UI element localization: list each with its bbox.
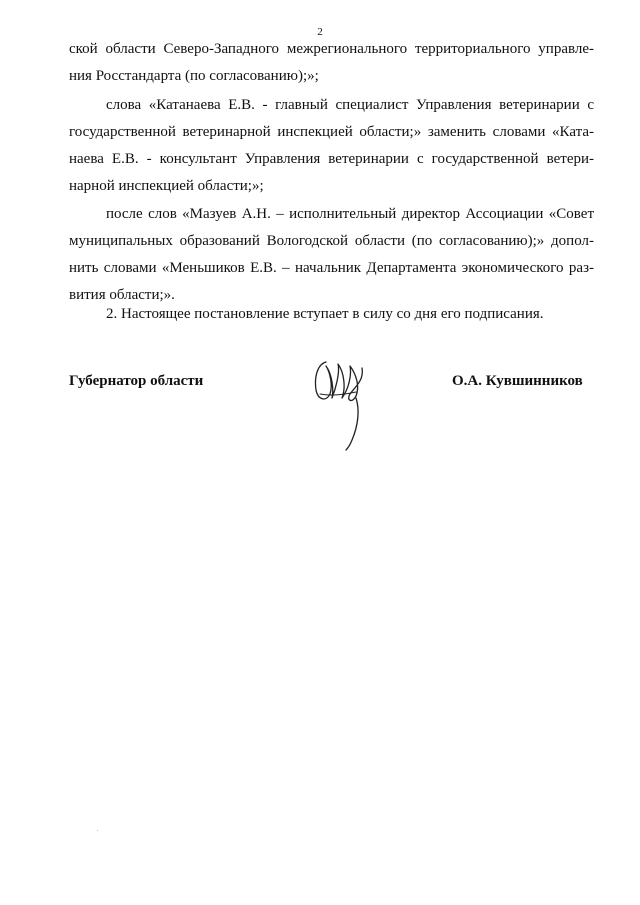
paragraph-line: слова «Катанаева Е.В. - главный специалист Управления ветеринарии с [106, 97, 594, 113]
paragraph-line: наева Е.В. - консультант Управления ветеринарии с государственной ветери- [69, 151, 594, 167]
paragraph-line: ской области Северо-Западного межрегионального территориального управле- [69, 41, 594, 57]
signer-name: О.А. Кувшинников [452, 373, 583, 389]
position-title: Губернатор области [69, 373, 204, 389]
page-number: 2 [317, 26, 323, 38]
paragraph-line: после слов «Мазуев А.Н. – исполнительный директор Ассоциации «Совет [106, 206, 594, 222]
paragraph-line: вития области;». [69, 287, 175, 303]
paragraph-line: муниципальных образований Вологодской области (по согласованию);» допол- [69, 233, 594, 249]
paragraph-line: ния Росстандарта (по согласованию);»; [69, 68, 319, 84]
paragraph-line: нарной инспекцией области;»; [69, 178, 264, 194]
paragraph-line: государственной ветеринарной инспекцией области;» заменить словами «Ката- [69, 124, 594, 140]
scan-artifact [97, 830, 98, 831]
paragraph-line: нить словами «Меньшиков Е.В. – начальник Департамента экономического раз- [69, 260, 594, 276]
handwritten-signature-icon [306, 354, 378, 454]
paragraph-line: 2. Настоящее постановление вступает в силу со дня его подписания. [106, 306, 544, 322]
